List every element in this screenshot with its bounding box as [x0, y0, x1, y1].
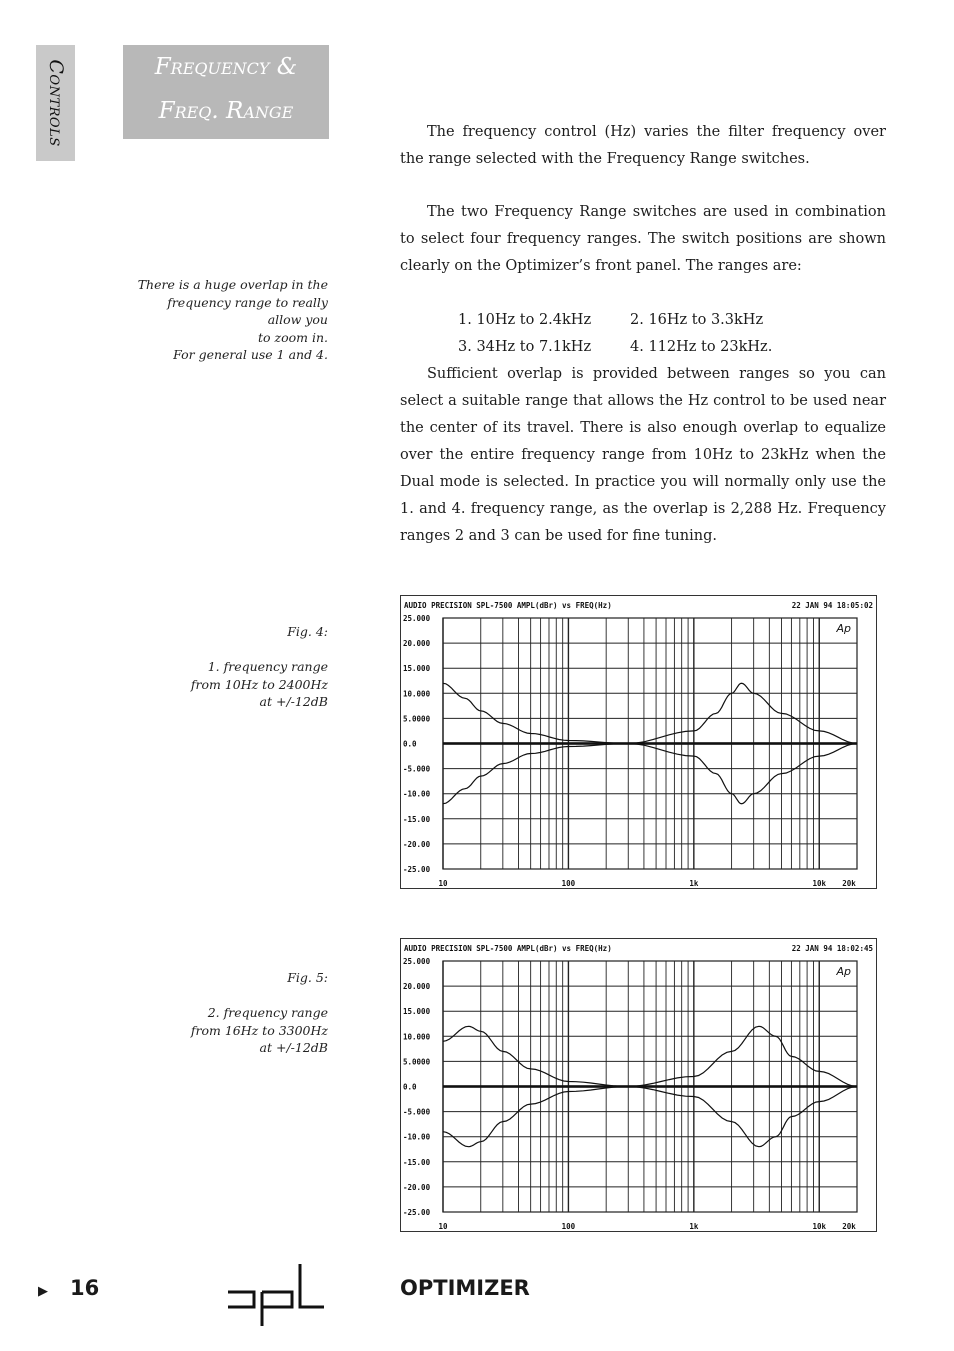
- ap-badge: Ap: [836, 622, 851, 635]
- section-tab-label: Controls: [44, 59, 67, 147]
- x-tick-label: 100: [561, 879, 576, 888]
- y-tick-label: -10.00: [403, 1132, 431, 1142]
- side-note-line: frequency range to really: [167, 294, 328, 310]
- fig5-chart: [400, 938, 877, 1232]
- fig5-caption-line: [191, 987, 328, 1005]
- chart-header: AUDIO PRECISION SPL-7500 AMPL(dBr) vs FREQ(Hz): [404, 601, 612, 610]
- fig4-caption-line: at +/-12dB: [259, 694, 328, 709]
- spl-logo: [226, 1262, 326, 1328]
- x-tick-label: 100: [561, 1222, 576, 1231]
- range-row: [458, 307, 772, 334]
- fig4-caption-line: from 10Hz to 2400Hz: [190, 676, 328, 692]
- section-title-line-2: Freq. Range: [158, 98, 294, 124]
- chart-date: 22 JAN 94 18:02:45: [791, 944, 873, 953]
- side-note-line: There is a huge overlap in the: [137, 277, 328, 292]
- x-tick-label: 10: [438, 879, 448, 888]
- section-title: [123, 45, 329, 139]
- fig5-caption-line: from 16Hz to 3300Hz: [190, 1022, 328, 1038]
- overlap-text: Sufficient overlap is provided between ranges so you can select a suitable range that allows the Hz control to be used near the center of its travel. There is also enough overlap to equalize over the entire frequency range from 10Hz to 23kHz when the Dual mode is selected. In practice you will normally only use the 1. and 4. frequency range, as the overlap is 2,288 Hz. Frequency ranges 2 and 3 can be used for fine tuning.: [400, 366, 886, 544]
- fig5-plot: [401, 939, 876, 1231]
- range-4: 4. 112Hz to 23kHz.: [630, 339, 773, 355]
- chart-date: 22 JAN 94 18:05:02: [791, 601, 873, 610]
- series-line: [443, 683, 857, 743]
- y-tick-label: -10.00: [403, 789, 431, 799]
- fig5-caption-line: 2. frequency range: [207, 1005, 328, 1020]
- series-line: [443, 1087, 857, 1147]
- fig4-caption: [191, 623, 328, 711]
- side-note-line: allow you: [267, 312, 328, 327]
- x-tick-label: 10: [438, 1222, 448, 1231]
- side-note-line: For general use 1 and 4.: [173, 347, 328, 362]
- fig4-plot: [401, 596, 876, 888]
- range-2: 2. 16Hz to 3.3kHz: [630, 312, 764, 328]
- fig4-caption-line: [191, 641, 328, 659]
- fig5-caption-line: Fig. 5:: [287, 970, 328, 985]
- series-line: [443, 744, 857, 804]
- page-number: 16: [70, 1276, 100, 1300]
- chart-header: AUDIO PRECISION SPL-7500 AMPL(dBr) vs FREQ(Hz): [404, 944, 612, 953]
- fig4-caption-line: 1. frequency range: [207, 659, 328, 674]
- side-note: [138, 276, 328, 364]
- page-arrow-icon: ▶: [38, 1284, 48, 1299]
- x-tick-label: 20k: [842, 1222, 856, 1231]
- y-tick-label: 15.000: [403, 1007, 431, 1017]
- y-tick-label: 15.000: [403, 664, 431, 674]
- section-tab: [36, 45, 75, 161]
- y-tick-label: -5.000: [403, 764, 431, 774]
- y-tick-label: 5.0000: [403, 714, 431, 724]
- y-tick-label: -25.00: [403, 865, 431, 874]
- y-tick-label: 10.000: [403, 689, 431, 699]
- range-row: [458, 334, 772, 361]
- x-tick-label: 1k: [689, 1222, 699, 1231]
- switches-text: The two Frequency Range switches are used in combination to select four frequency ranges. The switch positions are shown clearly on the Optimizer’s front panel. The ranges are:: [400, 204, 886, 274]
- product-name: OPTIMIZER: [400, 1276, 530, 1300]
- x-tick-label: 10k: [812, 1222, 827, 1231]
- y-tick-label: 5.0000: [403, 1057, 431, 1067]
- y-tick-label: -20.00: [403, 839, 431, 849]
- intro-paragraph: [400, 119, 886, 173]
- fig5-caption-line: at +/-12dB: [259, 1040, 328, 1055]
- overlap-paragraph: [400, 361, 886, 550]
- x-tick-label: 10k: [812, 879, 827, 888]
- y-tick-label: -15.00: [403, 1157, 431, 1167]
- y-tick-label: 20.000: [403, 982, 431, 992]
- range-3: 3. 34Hz to 7.1kHz: [458, 339, 592, 355]
- y-tick-label: -20.00: [403, 1182, 431, 1192]
- side-note-line: to zoom in.: [257, 329, 328, 345]
- section-title-line-1: Frequency &: [154, 54, 298, 80]
- fig4-caption-line: Fig. 4:: [287, 624, 328, 639]
- y-tick-label: -15.00: [403, 814, 431, 824]
- y-tick-label: 20.000: [403, 639, 431, 649]
- y-tick-label: 25.000: [403, 614, 431, 623]
- y-tick-label: 10.000: [403, 1032, 431, 1042]
- switches-paragraph: [400, 199, 886, 280]
- y-tick-label: 25.000: [403, 957, 431, 966]
- intro-text: The frequency control (Hz) varies the filter frequency over the range selected with the Frequency Range switches.: [400, 124, 886, 167]
- y-tick-label: -5.000: [403, 1107, 431, 1117]
- x-tick-label: 20k: [842, 879, 856, 888]
- x-tick-label: 1k: [689, 879, 699, 888]
- series-line: [443, 1026, 857, 1086]
- y-tick-label: 0.0: [403, 1082, 417, 1092]
- y-tick-label: 0.0: [403, 739, 417, 749]
- y-tick-label: -25.00: [403, 1208, 431, 1217]
- fig5-caption: [191, 969, 328, 1057]
- fig4-chart: [400, 595, 877, 889]
- range-1: 1. 10Hz to 2.4kHz: [458, 312, 592, 328]
- ap-badge: Ap: [836, 965, 851, 978]
- range-list: [458, 307, 772, 361]
